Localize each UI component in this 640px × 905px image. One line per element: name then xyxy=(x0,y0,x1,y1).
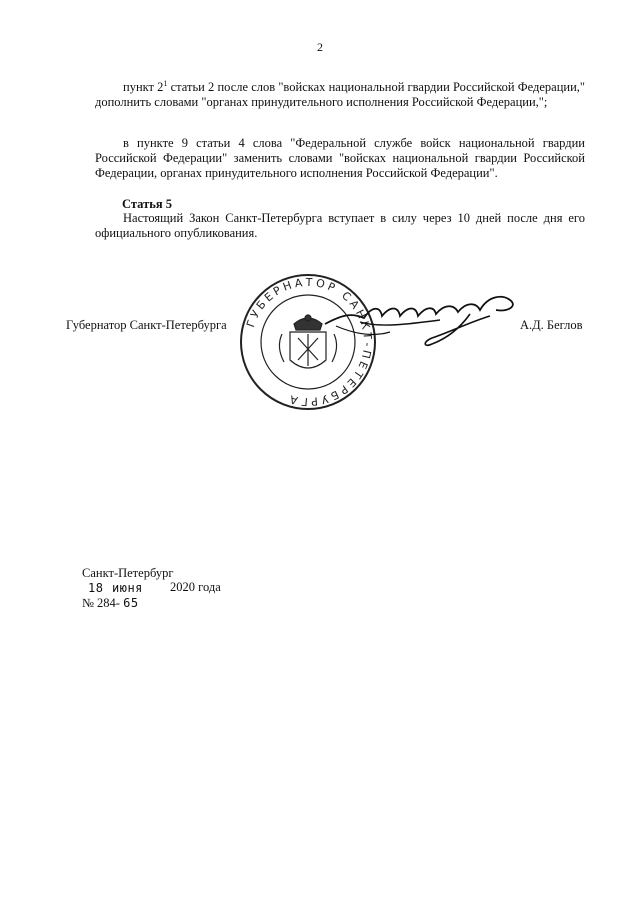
article-text: Настоящий Закон Санкт-Петербурга вступает в силу через 10 дней после дня его официального опубликования. xyxy=(95,211,585,240)
paragraph-amendment-2: в пункте 9 статьи 4 слова "Федеральной службе войск национальной гвардии Российской Федерации" заменить словами "войсках национальной гвардии Российской Федерации, органах принудительного исполнения Российской Федерации". xyxy=(95,136,585,180)
law-number-suffix: 65 xyxy=(123,596,139,610)
paragraph-1-start: пункт 2 xyxy=(123,80,164,95)
superscript: 1 xyxy=(163,79,168,88)
law-number xyxy=(82,596,139,611)
date-year: 2020 года xyxy=(170,580,221,594)
signatory-position: Губернатор Санкт-Петербурга xyxy=(66,318,227,332)
law-number-prefix: № 284- xyxy=(82,596,120,610)
handwritten-signature xyxy=(320,276,530,356)
signing-date xyxy=(88,580,268,596)
signatory-name: А.Д. Беглов xyxy=(520,318,583,332)
paragraph-1-rest: статьи 2 после слов "войсках национальной гвардии Российской Федерации," дополнить словами "органах принудительного исполнения Российской Федерации,"; xyxy=(95,80,586,110)
article-title: Статья 5 xyxy=(122,197,172,211)
page-number: 2 xyxy=(317,40,323,54)
seal-lettering: ГУБЕРНАТОР САНКТ-ПЕТЕРБУРГА xyxy=(244,275,375,409)
date-month: июня xyxy=(112,581,143,595)
date-day: 18 xyxy=(88,581,104,595)
paragraph-amendment-1 xyxy=(95,76,585,110)
signing-place: Санкт-Петербург xyxy=(82,566,174,580)
